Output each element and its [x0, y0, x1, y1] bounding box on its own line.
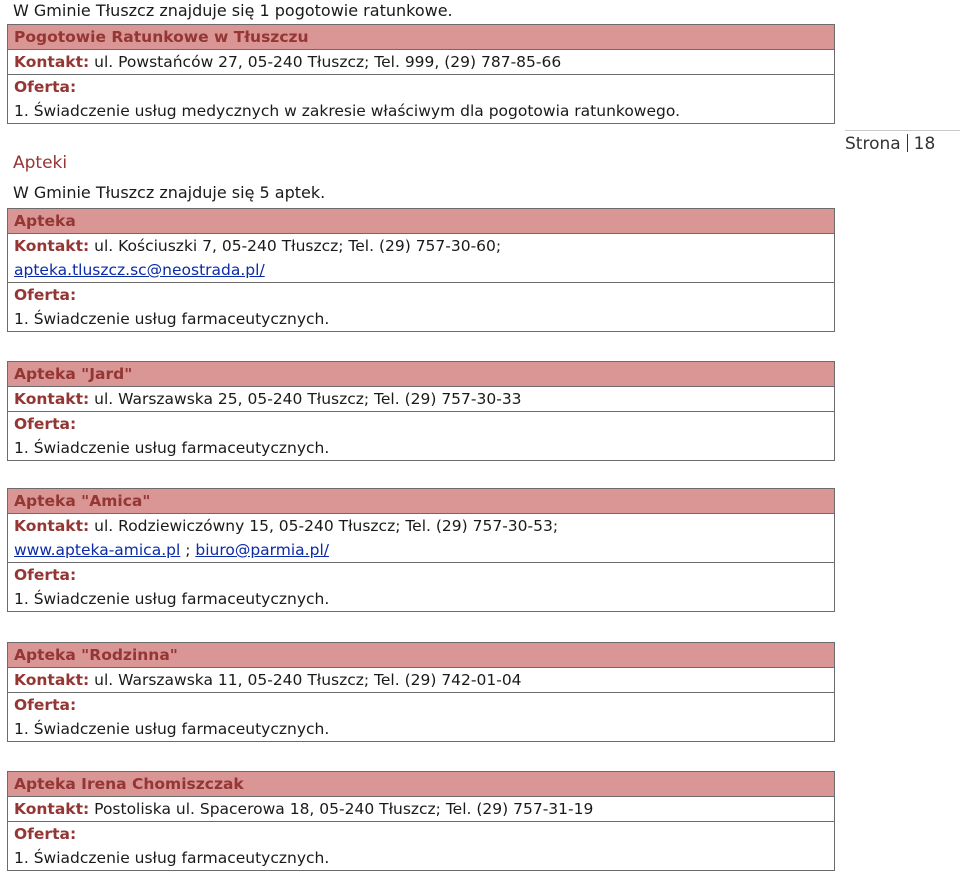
- pharmacy-contact-cell: [8, 514, 835, 563]
- pharmacy-table: [7, 771, 835, 871]
- intro-pharmacies: W Gminie Tłuszcz znajduje się 5 aptek.: [13, 183, 326, 202]
- pharmacy-table: [7, 361, 835, 461]
- ambulance-offer-cell: [8, 75, 835, 124]
- pharmacy-contact-cell: [8, 668, 835, 693]
- contact-label: Kontakt:: [14, 800, 90, 818]
- ambulance-contact-cell: [8, 50, 835, 75]
- pharmacy-website-link[interactable]: www.apteka-amica.pl: [14, 541, 181, 559]
- contact-label: Kontakt:: [14, 237, 90, 255]
- pharmacy-offer: 1. Świadczenie usług farmaceutycznych.: [14, 310, 330, 328]
- pharmacy-offer-cell: [8, 563, 835, 612]
- pharmacy-name: Apteka: [8, 209, 835, 234]
- pharmacy-offer-cell: [8, 693, 835, 742]
- pharmacy-email-link[interactable]: apteka.tluszcz.sc@neostrada.pl/: [14, 261, 265, 279]
- pharmacy-contact: ul. Warszawska 11, 05-240 Tłuszcz; Tel. (29) 742-01-04: [89, 671, 522, 689]
- page-number: [845, 133, 935, 155]
- pharmacy-name: Apteka "Rodzinna": [8, 643, 835, 668]
- pharmacy-contact-cell: [8, 797, 835, 822]
- pharmacy-offer-cell: [8, 283, 835, 332]
- pharmacy-offer: 1. Świadczenie usług farmaceutycznych.: [14, 439, 330, 457]
- pharmacy-table: [7, 488, 835, 612]
- contact-label: Kontakt:: [14, 671, 90, 689]
- pharmacy-table: [7, 642, 835, 742]
- offer-label: Oferta:: [14, 415, 77, 433]
- pharmacy-name: Apteka "Amica": [8, 489, 835, 514]
- pharmacy-contact: Postoliska ul. Spacerowa 18, 05-240 Tłuszcz; Tel. (29) 757-31-19: [89, 800, 594, 818]
- offer-label: Oferta:: [14, 696, 77, 714]
- ambulance-contact: ul. Powstańców 27, 05-240 Tłuszcz; Tel. 999, (29) 787-85-66: [89, 53, 562, 71]
- contact-label: Kontakt:: [14, 53, 90, 71]
- pharmacy-offer: 1. Świadczenie usług farmaceutycznych.: [14, 720, 330, 738]
- page-number-separator: [907, 134, 908, 152]
- page-number-value: 18: [913, 134, 936, 154]
- pharmacy-offer: 1. Świadczenie usług farmaceutycznych.: [14, 849, 330, 867]
- contact-label: Kontakt:: [14, 517, 90, 535]
- ambulance-table: [7, 24, 835, 124]
- pharmacy-name: Apteka "Jard": [8, 362, 835, 387]
- pharmacy-contact-cell: [8, 387, 835, 412]
- contact-label: Kontakt:: [14, 390, 90, 408]
- pharmacy-offer-cell: [8, 412, 835, 461]
- pharmacy-offer: 1. Świadczenie usług farmaceutycznych.: [14, 590, 330, 608]
- pharmacy-contact-cell: [8, 234, 835, 283]
- offer-label: Oferta:: [14, 825, 77, 843]
- pharmacy-name: Apteka Irena Chomiszczak: [8, 772, 835, 797]
- section-title: Apteki: [13, 153, 68, 173]
- link-separator: ;: [180, 541, 196, 559]
- intro-ambulance: W Gminie Tłuszcz znajduje się 1 pogotowie ratunkowe.: [13, 1, 453, 20]
- pharmacy-contact: ul. Kościuszki 7, 05-240 Tłuszcz; Tel. (29) 757-30-60;: [89, 237, 502, 255]
- pharmacy-offer-cell: [8, 822, 835, 871]
- ambulance-name: Pogotowie Ratunkowe w Tłuszczu: [8, 25, 835, 50]
- pharmacy-contact: ul. Rodziewiczówny 15, 05-240 Tłuszcz; Tel. (29) 757-30-53;: [89, 517, 559, 535]
- offer-label: Oferta:: [14, 566, 77, 584]
- pharmacy-email-link[interactable]: biuro@parmia.pl/: [195, 541, 329, 559]
- offer-label: Oferta:: [14, 78, 77, 96]
- pharmacy-table: [7, 208, 835, 332]
- pharmacy-contact: ul. Warszawska 25, 05-240 Tłuszcz; Tel. (29) 757-30-33: [89, 390, 522, 408]
- offer-label: Oferta:: [14, 286, 77, 304]
- page-number-rule: [845, 130, 960, 131]
- ambulance-offer: 1. Świadczenie usług medycznych w zakresie właściwym dla pogotowia ratunkowego.: [14, 102, 680, 120]
- page-label: Strona: [845, 134, 901, 154]
